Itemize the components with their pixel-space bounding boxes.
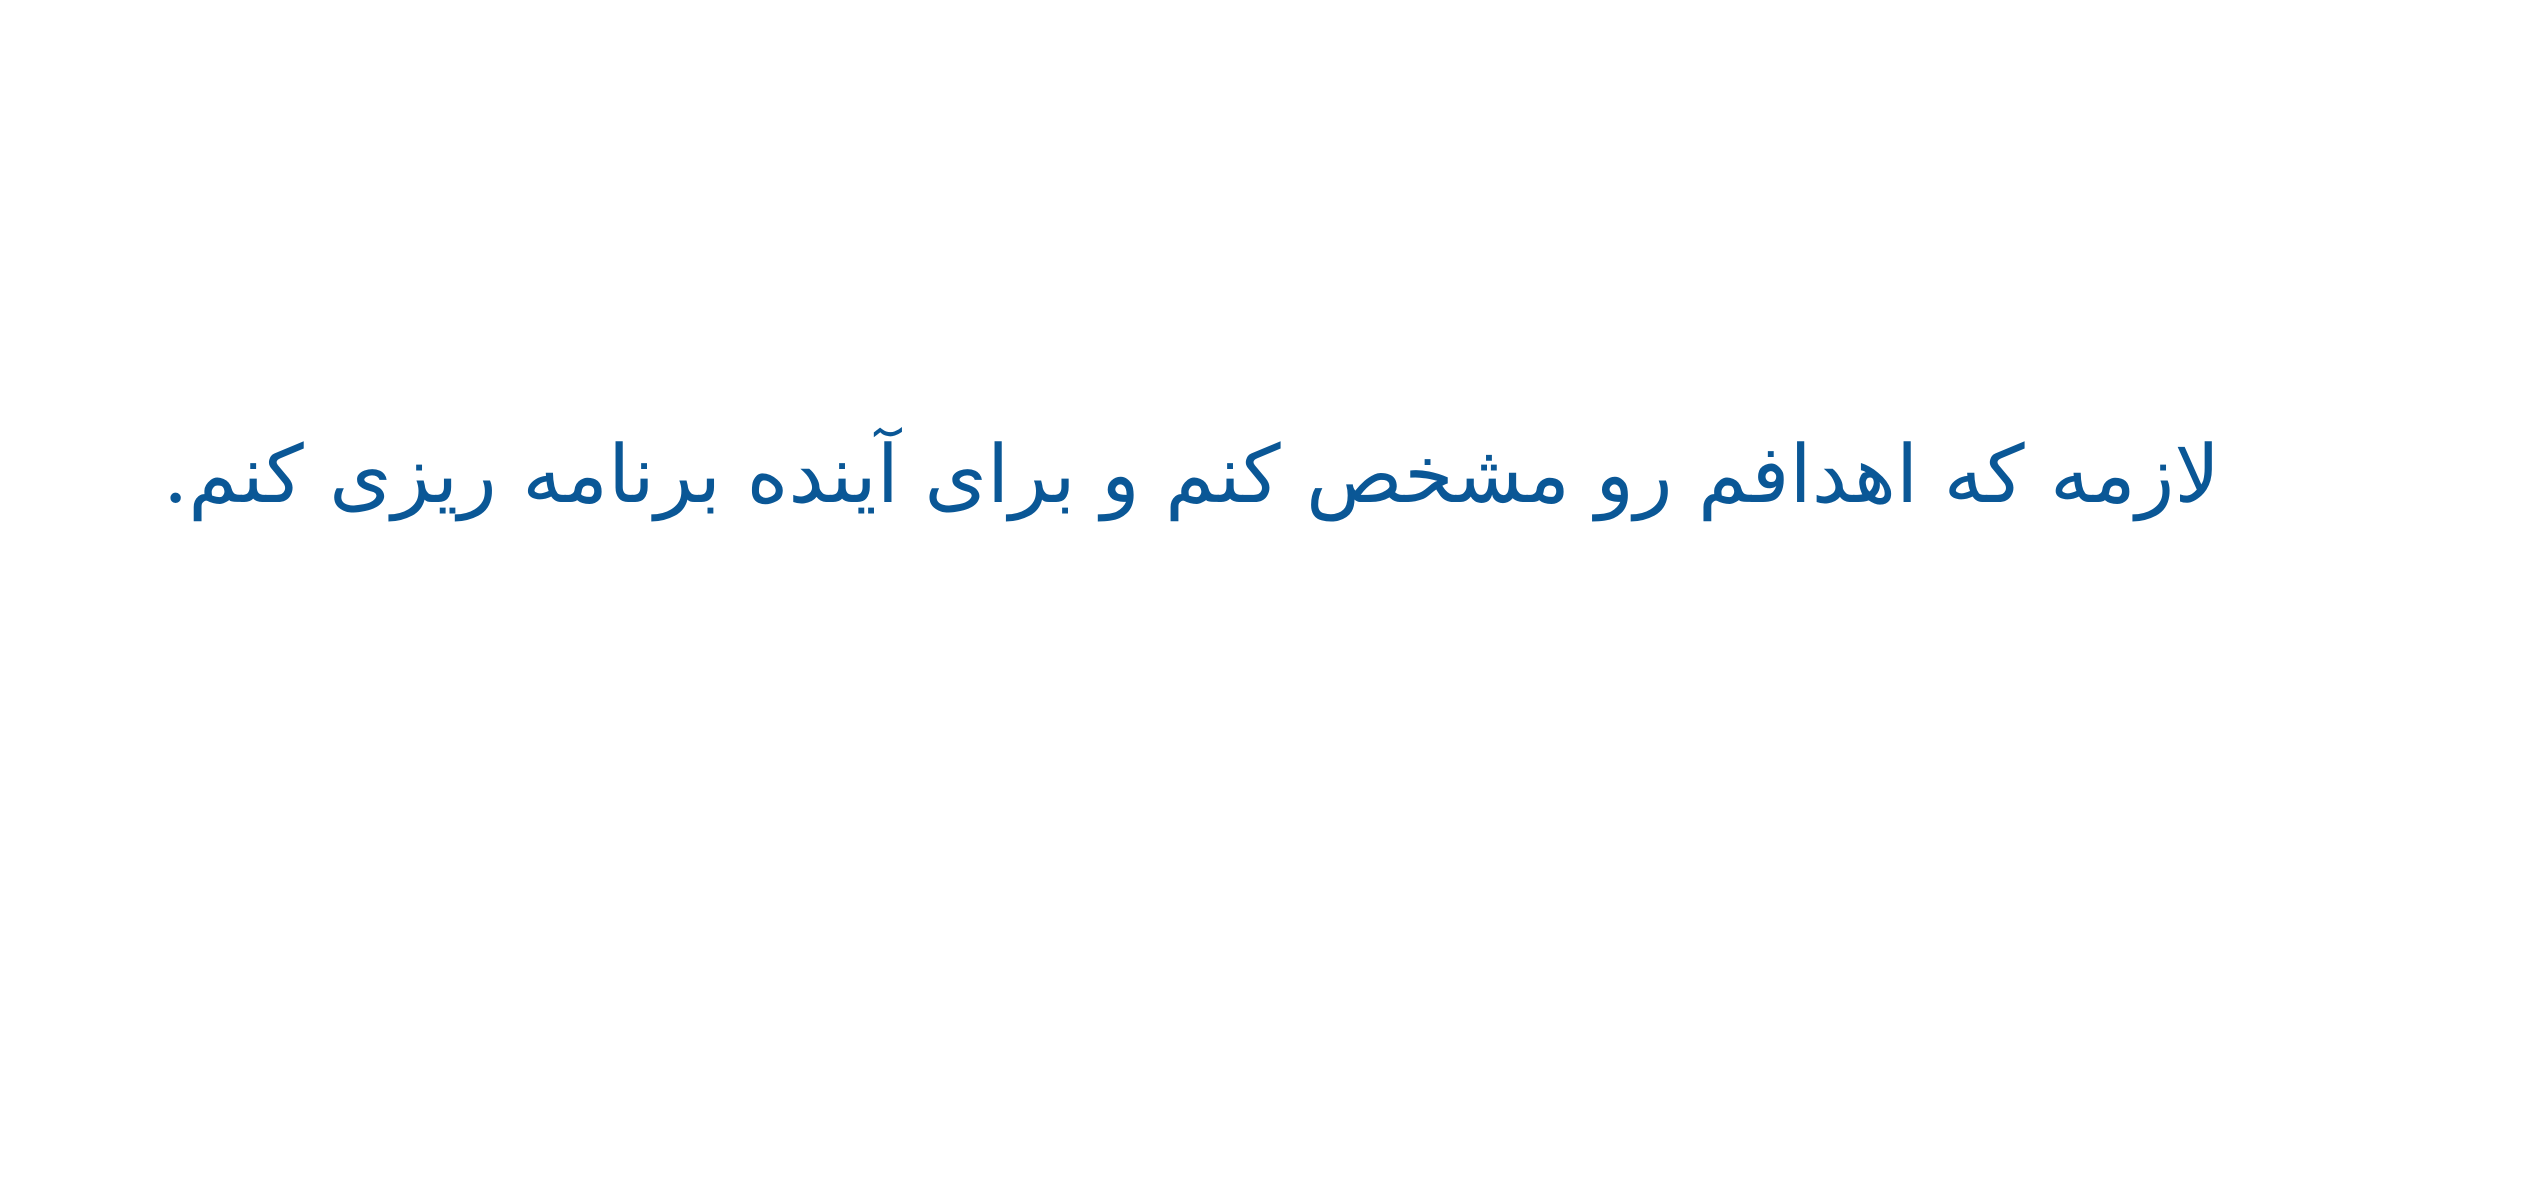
persian-sentence: لازمه که اهدافم رو مشخص کنم و برای آینده برنامه ریزی کنم. bbox=[162, 428, 2220, 521]
